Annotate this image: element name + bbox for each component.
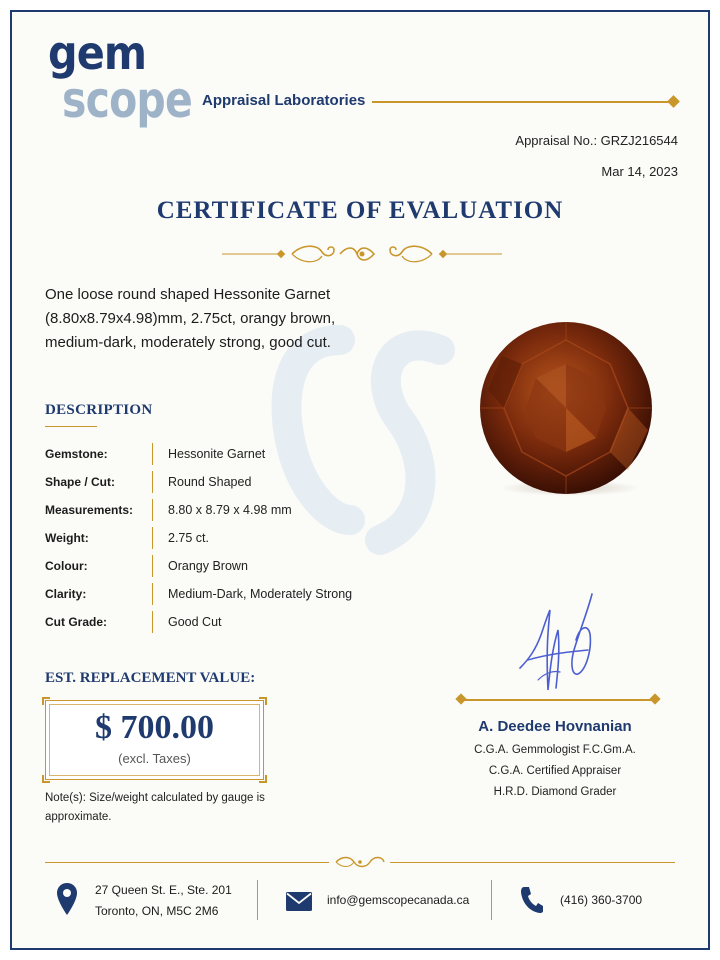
description-row-clarity: [45, 580, 405, 608]
description-separator: [152, 527, 153, 549]
appraisal-number: Appraisal No.: GRZJ216544: [515, 133, 678, 148]
logo-scope-text: scope: [62, 71, 192, 129]
description-value: 2.75 ct.: [168, 531, 209, 545]
address-line-2: Toronto, ON, M5C 2M6: [95, 904, 219, 918]
description-value: Round Shaped: [168, 475, 252, 489]
description-separator: [152, 471, 153, 493]
header-divider: [372, 101, 672, 103]
description-separator: [152, 555, 153, 577]
description-separator: [152, 611, 153, 633]
description-underline: [45, 426, 97, 427]
replacement-value-heading: EST. REPLACEMENT VALUE:: [45, 670, 256, 686]
description-row-measurements: [45, 496, 405, 524]
logo-gem-text: gem: [48, 26, 147, 80]
description-separator: [152, 583, 153, 605]
description-label: Cut Grade:: [45, 615, 108, 629]
corner-ornament: [259, 775, 267, 783]
replacement-value-box: [45, 700, 264, 780]
description-label: Clarity:: [45, 587, 87, 601]
description-row-cut-grade: [45, 608, 405, 636]
description-row-gemstone: [45, 440, 405, 468]
description-row-shape: [45, 468, 405, 496]
appraisal-date: Mar 14, 2023: [601, 164, 678, 179]
description-row-weight: [45, 524, 405, 552]
footer-divider: [45, 862, 329, 863]
footer-flourish-ornament: [332, 855, 388, 869]
footer-divider: [390, 862, 675, 863]
replacement-value-amount: $ 700.00: [95, 709, 214, 746]
description-row-colour: [45, 552, 405, 580]
description-label: Shape / Cut:: [45, 475, 116, 489]
signer-credential: C.G.A. Certified Appraiser: [488, 765, 622, 777]
corner-ornament: [42, 775, 50, 783]
email-link[interactable]: info@gemscopecanada.ca: [327, 893, 470, 907]
description-separator: [152, 443, 153, 465]
footer-separator: [257, 880, 258, 920]
footer-separator: [491, 880, 492, 920]
corner-ornament: [259, 697, 267, 705]
description-heading: DESCRIPTION: [45, 402, 153, 418]
phone-link[interactable]: (416) 360-3700: [560, 893, 643, 907]
stone-summary: One loose round shaped Hessonite Garnet (8.80x8.79x4.98)mm, 2.75ct, orangy brown, medium-dark, moderately strong, good cut.: [45, 286, 336, 351]
envelope-icon: [286, 892, 312, 911]
description-value: Medium-Dark, Moderately Strong: [168, 587, 353, 601]
footnote: Note(s): Size/weight calculated by gauge is approximate.: [45, 792, 265, 823]
address-line-1: 27 Queen St. E., Ste. 201: [95, 883, 232, 897]
description-separator: [152, 499, 153, 521]
signature-line: [462, 699, 654, 701]
signer-credential: H.R.D. Diamond Grader: [493, 786, 617, 798]
description-value: Hessonite Garnet: [168, 447, 266, 461]
certificate-title: CERTIFICATE OF EVALUATION: [156, 197, 564, 224]
description-label: Measurements:: [45, 503, 134, 517]
description-label: Weight:: [45, 531, 89, 545]
lab-name: Appraisal Laboratories: [202, 92, 366, 109]
description-value: Orangy Brown: [168, 559, 248, 573]
phone-icon: [520, 886, 544, 914]
corner-ornament: [42, 697, 50, 705]
signer-credential: C.G.A. Gemmologist F.C.Gm.A.: [474, 744, 636, 756]
description-table: [45, 440, 405, 636]
handwritten-signature: [508, 590, 608, 710]
location-pin-icon: [56, 882, 78, 916]
gemscope-logo: [44, 26, 192, 140]
description-label: Gemstone:: [45, 447, 108, 461]
garnet-stone-image: [478, 320, 658, 500]
title-flourish-ornament: [222, 242, 502, 266]
description-value: Good Cut: [168, 615, 222, 629]
tax-note: (excl. Taxes): [118, 751, 191, 766]
signer-name: A. Deedee Hovnanian: [478, 718, 632, 735]
description-label: Colour:: [45, 559, 88, 573]
description-value: 8.80 x 8.79 x 4.98 mm: [168, 503, 292, 517]
